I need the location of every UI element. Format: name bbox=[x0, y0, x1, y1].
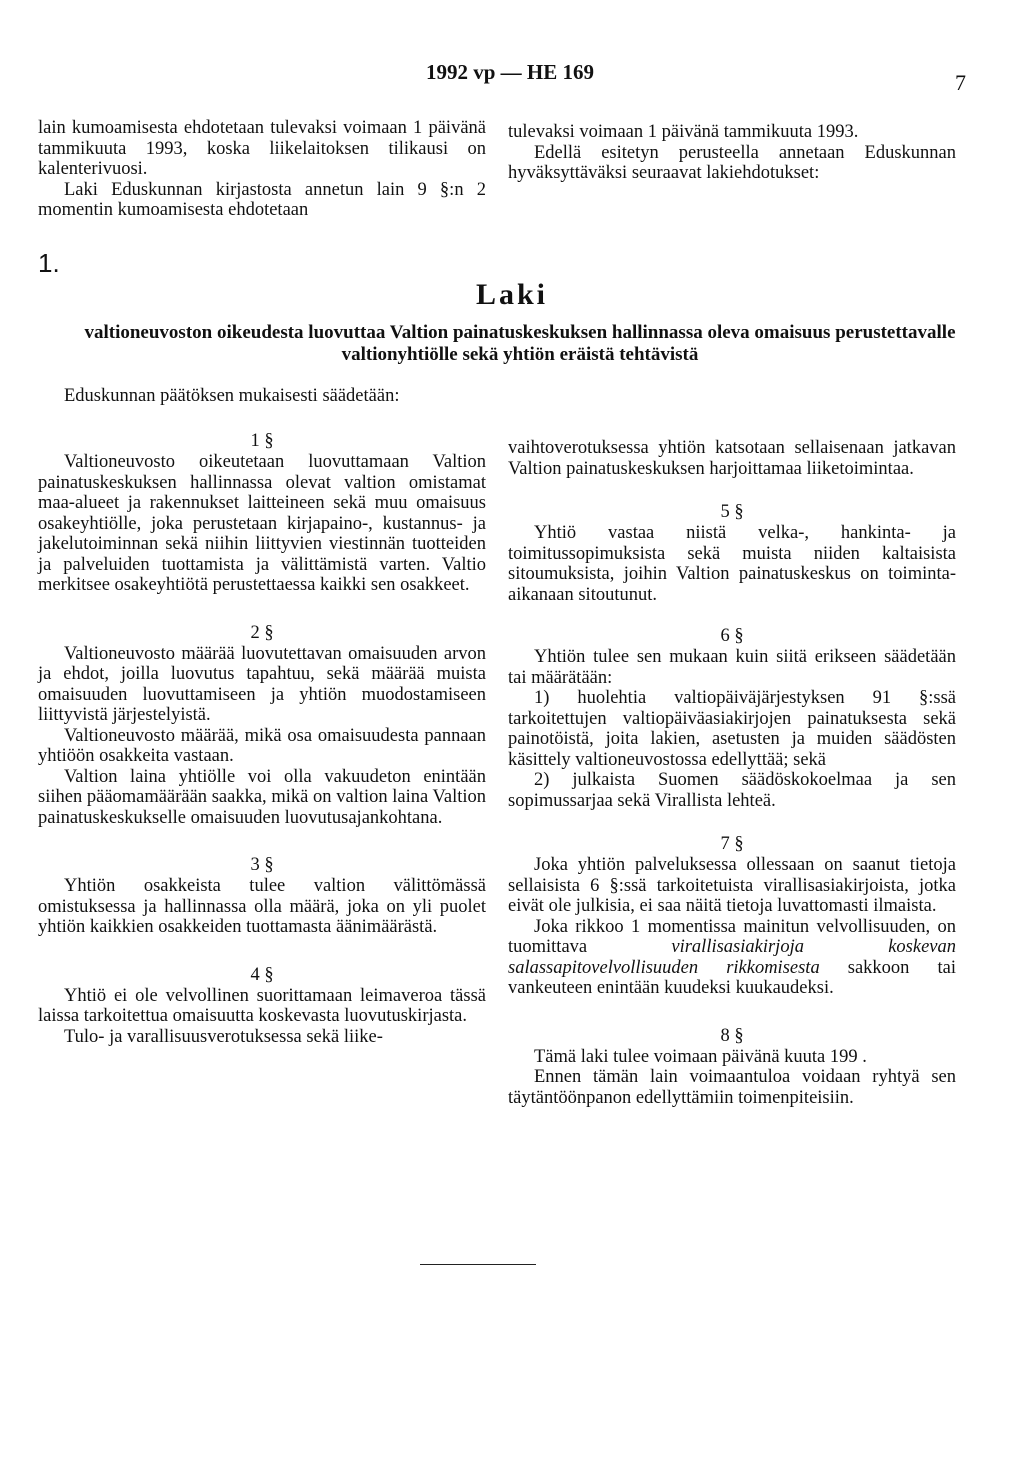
law-title: Laki bbox=[475, 278, 549, 311]
section-heading-2: 2 § bbox=[250, 622, 274, 643]
paragraph: Yhtiö vastaa niistä velka-, hankinta- ja toimitussopimuksista sekä muista niiden kaltaisista sitoumuksista, joihin Valtion painatuskeskus on toiminta-aikanaan sitoutunut. bbox=[508, 523, 956, 605]
paragraph: Valtion laina yhtiölle voi olla vakuudeton enintään siihen pääomamäärään saakka, mikä on valtion laina Valtion painatuskeskukselle omaisuuden luovutusajankohtana. bbox=[38, 766, 486, 828]
top-right-column bbox=[508, 122, 956, 184]
paragraph: tulevaksi voimaan 1 päivänä tammikuuta 1993. bbox=[508, 122, 859, 142]
paragraph: vaihtoverotuksessa yhtiön katsotaan sellaisenaan jatkavan Valtion painatuskeskuksen harjoittamaa liiketoimintaa. bbox=[508, 438, 956, 479]
text-run: sakkoon tai vankeuteen enintään kuudeksi kuukaudeksi. bbox=[508, 957, 956, 998]
paragraph: lain kumoamisesta ehdotetaan tulevaksi voimaan 1 päivänä tammikuuta 1993, koska liikelaitoksen tilikausi on kalenterivuosi. bbox=[38, 118, 486, 179]
paragraph: Edellä esitetyn perusteella annetaan Eduskunnan hyväksyttäväksi seuraavat lakiehdotukset: bbox=[508, 142, 956, 183]
paragraph: 1) huolehtia valtiopäiväjärjestyksen 91 §:ssä tarkoitettujen valtiopäiväasiakirjojen painatuksesta sekä painotöistä, joita lakien, asetusten ja muiden säädösten käsittely valtioneuvostossa edellyttää; sekä bbox=[508, 688, 956, 770]
top-left-column bbox=[38, 118, 486, 221]
section-heading-7: 7 § bbox=[720, 834, 744, 854]
enactment-clause: Eduskunnan päätöksen mukaisesti säädetään: bbox=[64, 386, 400, 406]
paragraph: Ennen tämän lain voimaantuloa voidaan ryhtyä sen täytäntöönpanon edellyttämiin toimenpiteisiin. bbox=[508, 1067, 956, 1108]
text-run: Joka rikkoo 1 momentissa mainitun velvollisuuden, on tuomittava bbox=[508, 916, 956, 957]
section-heading-8: 8 § bbox=[720, 1025, 744, 1046]
paragraph: Yhtiö ei ole velvollinen suorittamaan leimaveroa tässä laissa tarkoitettua omaisuutta koskevasta luovutuskirjasta. bbox=[38, 985, 486, 1026]
page-number: 7 bbox=[955, 70, 966, 95]
paragraph: Yhtiön tulee sen mukaan kuin siitä erikseen säädetään tai määrätään: bbox=[508, 647, 956, 688]
section-heading-5: 5 § bbox=[720, 502, 744, 522]
paragraph: Valtioneuvosto määrää, mikä osa omaisuudesta pannaan yhtiöön osakkeita vastaan. bbox=[38, 725, 486, 766]
paragraph: Valtioneuvosto oikeutetaan luovuttamaan Valtion painatuskeskuksen hallinnassa olevat valtion omistamat maa-alueet ja rakennukset laitteineen sekä muu omaisuus osakeyhtiölle, joka perustetaan kirjapaino-, kustannus- ja jakelutoiminnan sekä niihin liittyvien viestinnän tuotteiden ja palveluiden tuottamista ja välittämistä varten. Valtio merkitsee osakeyhtiötä perustettaessa kaikki sen osakkeet. bbox=[38, 452, 486, 595]
law-number: 1. bbox=[38, 248, 60, 278]
body-left-column bbox=[38, 430, 486, 1047]
paragraph: Tämä laki tulee voimaan päivänä kuuta 199 . bbox=[534, 1046, 867, 1067]
section-heading-6: 6 § bbox=[720, 626, 744, 646]
paragraph: Valtioneuvosto määrää luovutettavan omaisuuden arvon ja ehdot, joilla luovutus tapahtuu, sekä määrää muista omaisuuden luovuttamiseen ja yhtiön muodostamiseen liittyvistä järjestelyistä. bbox=[38, 643, 486, 725]
body-right-column bbox=[508, 438, 956, 1108]
paragraph: Laki Eduskunnan kirjastosta annetun lain 9 §:n 2 momentin kumoamisesta ehdotetaan bbox=[38, 179, 486, 220]
paragraph: 2) julkaista Suomen säädöskokoelmaa ja sen sopimussarjaa sekä Virallista lehteä. bbox=[508, 770, 956, 811]
section-heading-3: 3 § bbox=[250, 855, 274, 875]
italic-offense-name: virallisasiakirjoja koskevan salassapitovelvollisuuden rikkomisesta bbox=[508, 937, 957, 978]
paragraph: Yhtiön osakkeista tulee valtion välittömässä omistuksessa ja hallinnassa olla määrä, joka on yli puolet yhtiön kaikkien osakkeiden tuottamasta äänimäärästä. bbox=[38, 876, 486, 937]
header-title: 1992 vp — HE 169 bbox=[425, 60, 595, 84]
paragraph bbox=[508, 917, 956, 999]
paragraph: Tulo- ja varallisuusverotuksessa sekä liike- bbox=[64, 1026, 383, 1047]
page-header bbox=[0, 60, 1024, 95]
law-subtitle: valtioneuvoston oikeudesta luovuttaa Valtion painatuskeskuksen hallinnassa oleva omaisuus perustettavalle valtionyhtiölle sekä yhtiön eräistä tehtävistä bbox=[84, 322, 956, 365]
section-heading-4: 4 § bbox=[250, 964, 274, 985]
end-rule bbox=[420, 1264, 536, 1265]
paragraph: Joka yhtiön palveluksessa ollessaan on saanut tietoja sellaisista 6 §:ssä tarkoitetuista virallisasiakirjoista, jotka eivät ole julkisia, ei saa näitä tietoja luvattomasti ilmaista. bbox=[508, 855, 956, 916]
section-heading-1: 1 § bbox=[250, 431, 274, 451]
